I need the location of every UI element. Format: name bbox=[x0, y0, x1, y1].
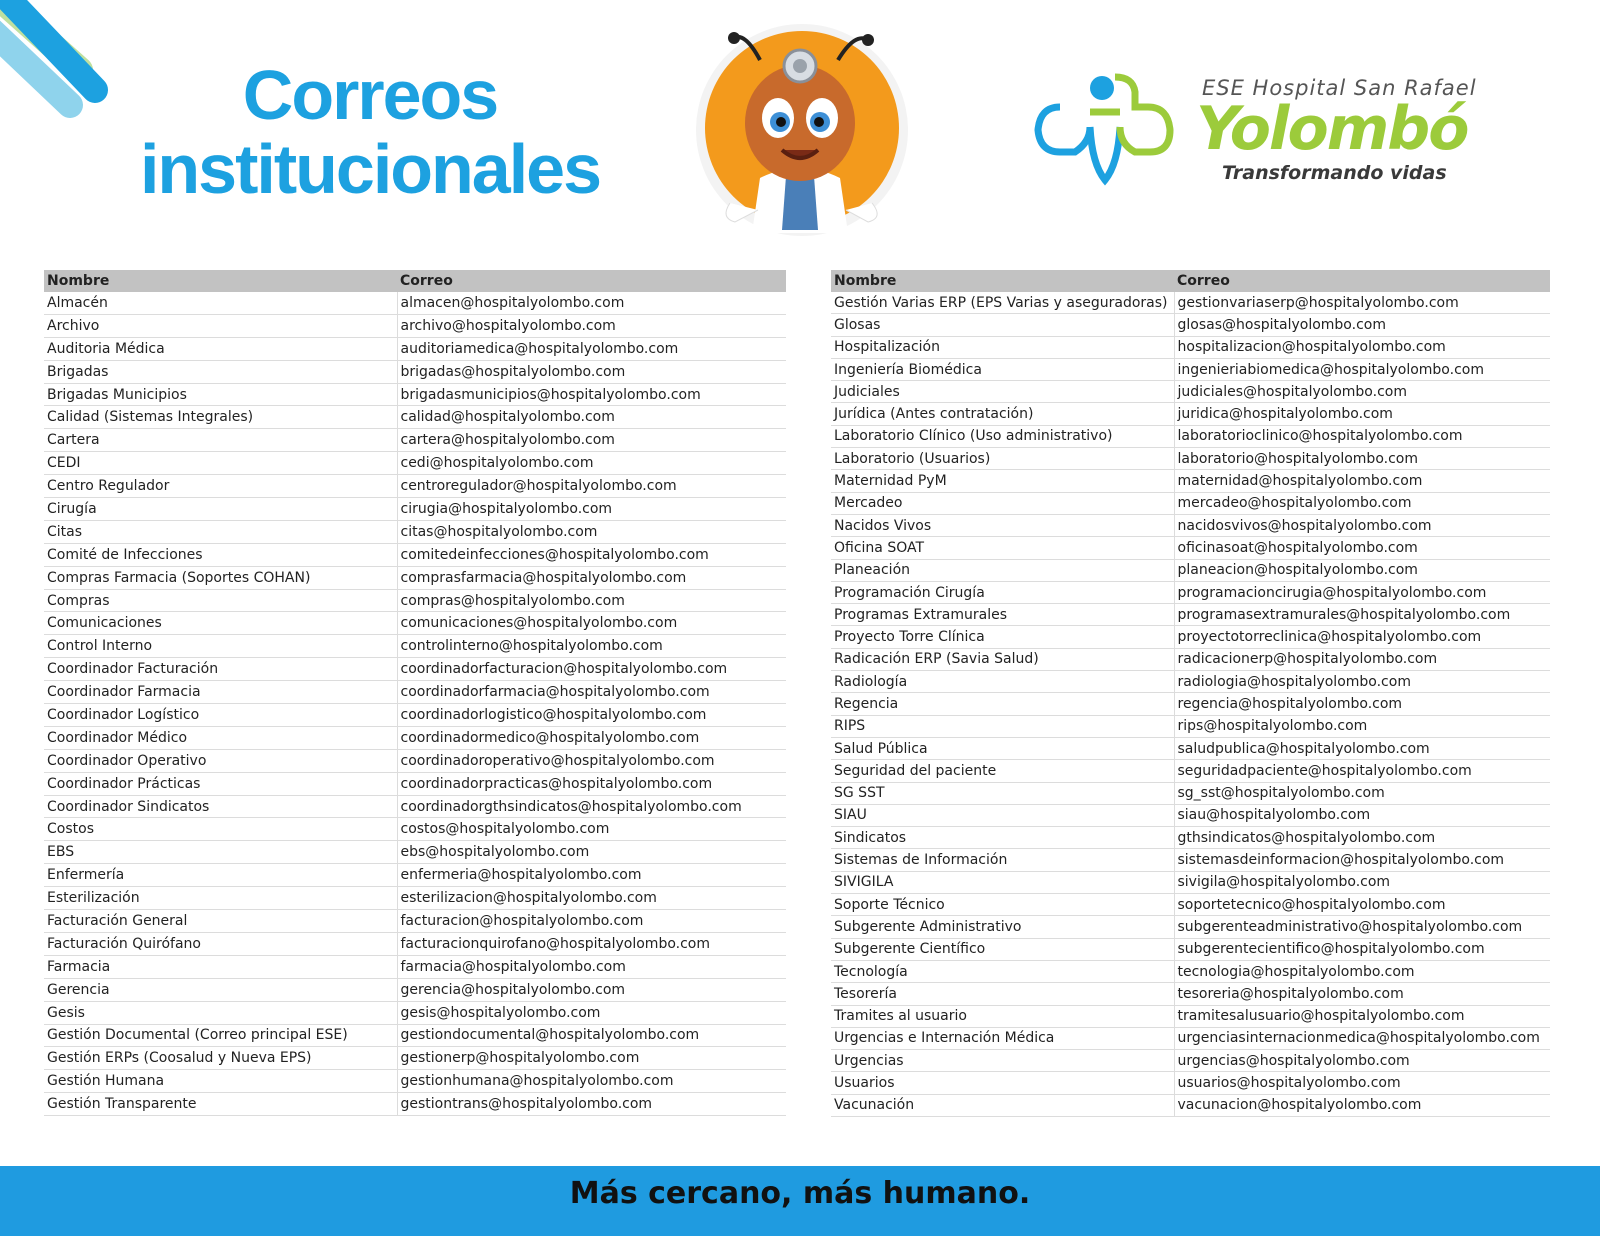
table-row bbox=[831, 336, 1550, 358]
department-email-link[interactable]: cirugia@hospitalyolombo.com bbox=[397, 498, 786, 521]
department-email-link[interactable]: subgerenteadministrativo@hospitalyolombo.com bbox=[1174, 916, 1550, 938]
department-email-link[interactable]: cedi@hospitalyolombo.com bbox=[397, 452, 786, 475]
logo-tagline: Transformando vidas bbox=[1222, 162, 1447, 184]
department-email-link[interactable]: brigadas@hospitalyolombo.com bbox=[397, 360, 786, 383]
department-email-link[interactable]: planeacion@hospitalyolombo.com bbox=[1174, 559, 1550, 581]
department-name: Comité de Infecciones bbox=[44, 543, 397, 566]
table-header-row bbox=[831, 270, 1550, 292]
logo-name: Yolombó bbox=[1196, 94, 1468, 164]
table-row bbox=[44, 292, 786, 314]
table-row bbox=[831, 894, 1550, 916]
table-row bbox=[831, 715, 1550, 737]
department-name: Laboratorio Clínico (Uso administrativo) bbox=[831, 425, 1174, 447]
table-row bbox=[44, 726, 786, 749]
department-name: Sistemas de Información bbox=[831, 849, 1174, 871]
department-name: Gestión ERPs (Coosalud y Nueva EPS) bbox=[44, 1047, 397, 1070]
table-row bbox=[44, 337, 786, 360]
department-email-link[interactable]: almacen@hospitalyolombo.com bbox=[397, 292, 786, 314]
department-email-link[interactable]: archivo@hospitalyolombo.com bbox=[397, 314, 786, 337]
department-email-link[interactable]: facturacionquirofano@hospitalyolombo.com bbox=[397, 932, 786, 955]
column-header-email: Correo bbox=[1174, 270, 1550, 292]
department-email-link[interactable]: vacunacion@hospitalyolombo.com bbox=[1174, 1094, 1550, 1116]
department-name: Proyecto Torre Clínica bbox=[831, 626, 1174, 648]
department-email-link[interactable]: sivigila@hospitalyolombo.com bbox=[1174, 871, 1550, 893]
department-email-link[interactable]: tecnologia@hospitalyolombo.com bbox=[1174, 960, 1550, 982]
department-email-link[interactable]: seguridadpaciente@hospitalyolombo.com bbox=[1174, 760, 1550, 782]
department-email-link[interactable]: costos@hospitalyolombo.com bbox=[397, 818, 786, 841]
department-email-link[interactable]: urgencias@hospitalyolombo.com bbox=[1174, 1050, 1550, 1072]
table-row bbox=[831, 760, 1550, 782]
page-title-line1: Correos bbox=[242, 56, 498, 134]
department-email-link[interactable]: gesis@hospitalyolombo.com bbox=[397, 1001, 786, 1024]
email-table-right bbox=[831, 270, 1550, 1117]
department-email-link[interactable]: comunicaciones@hospitalyolombo.com bbox=[397, 612, 786, 635]
table-row bbox=[44, 864, 786, 887]
table-row bbox=[44, 589, 786, 612]
table-row bbox=[44, 932, 786, 955]
table-row bbox=[831, 648, 1550, 670]
table-row bbox=[831, 559, 1550, 581]
department-email-link[interactable]: gestiondocumental@hospitalyolombo.com bbox=[397, 1024, 786, 1047]
department-name: SIAU bbox=[831, 804, 1174, 826]
department-email-link[interactable]: comprasfarmacia@hospitalyolombo.com bbox=[397, 566, 786, 589]
table-row bbox=[831, 938, 1550, 960]
table-row bbox=[44, 704, 786, 727]
table-row bbox=[44, 818, 786, 841]
department-name: RIPS bbox=[831, 715, 1174, 737]
hospital-logo bbox=[1030, 70, 1480, 195]
department-name: Tecnología bbox=[831, 960, 1174, 982]
department-email-link[interactable]: tesoreria@hospitalyolombo.com bbox=[1174, 983, 1550, 1005]
department-name: Archivo bbox=[44, 314, 397, 337]
table-row bbox=[831, 960, 1550, 982]
department-name: Farmacia bbox=[44, 955, 397, 978]
department-name: Coordinador Logístico bbox=[44, 704, 397, 727]
department-name: Programas Extramurales bbox=[831, 604, 1174, 626]
table-row bbox=[44, 887, 786, 910]
department-email-link[interactable]: controlinterno@hospitalyolombo.com bbox=[397, 635, 786, 658]
table-row bbox=[44, 1024, 786, 1047]
department-name: Cirugía bbox=[44, 498, 397, 521]
table-row bbox=[831, 827, 1550, 849]
department-email-link[interactable]: gestionvariaserp@hospitalyolombo.com bbox=[1174, 292, 1550, 314]
medical-cross-person-icon bbox=[1030, 72, 1180, 192]
department-name: Urgencias bbox=[831, 1050, 1174, 1072]
doctor-ant-mascot-icon bbox=[690, 18, 920, 238]
logo-subtitle: ESE Hospital San Rafael bbox=[1202, 76, 1477, 100]
table-row bbox=[831, 1094, 1550, 1116]
department-email-link[interactable]: gestiontrans@hospitalyolombo.com bbox=[397, 1093, 786, 1116]
department-email-link[interactable]: radiologia@hospitalyolombo.com bbox=[1174, 671, 1550, 693]
department-name: Coordinador Prácticas bbox=[44, 772, 397, 795]
department-email-link[interactable]: laboratorioclinico@hospitalyolombo.com bbox=[1174, 425, 1550, 447]
department-email-link[interactable]: siau@hospitalyolombo.com bbox=[1174, 804, 1550, 826]
department-name: Planeación bbox=[831, 559, 1174, 581]
department-name: Centro Regulador bbox=[44, 475, 397, 498]
department-email-link[interactable]: coordinadormedico@hospitalyolombo.com bbox=[397, 726, 786, 749]
table-row bbox=[44, 841, 786, 864]
department-email-link[interactable]: auditoriamedica@hospitalyolombo.com bbox=[397, 337, 786, 360]
table-row bbox=[831, 358, 1550, 380]
department-email-link[interactable]: ingenieriabiomedica@hospitalyolombo.com bbox=[1174, 358, 1550, 380]
department-email-link[interactable]: comitedeinfecciones@hospitalyolombo.com bbox=[397, 543, 786, 566]
department-email-link[interactable]: sg_sst@hospitalyolombo.com bbox=[1174, 782, 1550, 804]
department-email-link[interactable]: regencia@hospitalyolombo.com bbox=[1174, 693, 1550, 715]
table-row bbox=[831, 604, 1550, 626]
department-name: Jurídica (Antes contratación) bbox=[831, 403, 1174, 425]
department-email-link[interactable]: ebs@hospitalyolombo.com bbox=[397, 841, 786, 864]
table-row bbox=[831, 1072, 1550, 1094]
department-name: Oficina SOAT bbox=[831, 537, 1174, 559]
table-row bbox=[44, 1047, 786, 1070]
department-email-link[interactable]: juridica@hospitalyolombo.com bbox=[1174, 403, 1550, 425]
department-name: Almacén bbox=[44, 292, 397, 314]
department-name: Tramites al usuario bbox=[831, 1005, 1174, 1027]
department-email-link[interactable]: subgerentecientifico@hospitalyolombo.com bbox=[1174, 938, 1550, 960]
department-name: Calidad (Sistemas Integrales) bbox=[44, 406, 397, 429]
department-name: Maternidad PyM bbox=[831, 470, 1174, 492]
department-name: Urgencias e Internación Médica bbox=[831, 1027, 1174, 1049]
department-name: Regencia bbox=[831, 693, 1174, 715]
department-name: Glosas bbox=[831, 314, 1174, 336]
table-row bbox=[44, 955, 786, 978]
table-row bbox=[831, 492, 1550, 514]
department-email-link[interactable]: citas@hospitalyolombo.com bbox=[397, 520, 786, 543]
department-email-link[interactable]: rips@hospitalyolombo.com bbox=[1174, 715, 1550, 737]
table-row bbox=[831, 693, 1550, 715]
table-row bbox=[44, 543, 786, 566]
department-name: Gestión Documental (Correo principal ESE) bbox=[44, 1024, 397, 1047]
table-row bbox=[44, 772, 786, 795]
department-name: Gestión Humana bbox=[44, 1070, 397, 1093]
table-row bbox=[44, 749, 786, 772]
department-name: Brigadas Municipios bbox=[44, 383, 397, 406]
table-row bbox=[44, 314, 786, 337]
footer-bar bbox=[0, 1166, 1600, 1236]
department-email-link[interactable]: centroregulador@hospitalyolombo.com bbox=[397, 475, 786, 498]
department-name: Citas bbox=[44, 520, 397, 543]
department-email-link[interactable]: cartera@hospitalyolombo.com bbox=[397, 429, 786, 452]
department-email-link[interactable]: saludpublica@hospitalyolombo.com bbox=[1174, 737, 1550, 759]
department-name: Ingeniería Biomédica bbox=[831, 358, 1174, 380]
department-name: Subgerente Administrativo bbox=[831, 916, 1174, 938]
department-name: Esterilización bbox=[44, 887, 397, 910]
table-row bbox=[44, 520, 786, 543]
department-name: Auditoria Médica bbox=[44, 337, 397, 360]
department-email-link[interactable]: coordinadorfarmacia@hospitalyolombo.com bbox=[397, 681, 786, 704]
table-row bbox=[831, 737, 1550, 759]
table-row bbox=[831, 804, 1550, 826]
table-row bbox=[44, 1001, 786, 1024]
department-name: Nacidos Vivos bbox=[831, 514, 1174, 536]
table-row bbox=[44, 498, 786, 521]
table-row bbox=[831, 448, 1550, 470]
department-name: Soporte Técnico bbox=[831, 894, 1174, 916]
department-name: Coordinador Operativo bbox=[44, 749, 397, 772]
department-name: Coordinador Sindicatos bbox=[44, 795, 397, 818]
department-name: Gestión Varias ERP (EPS Varias y aseguradoras) bbox=[831, 292, 1174, 314]
table-row bbox=[831, 1005, 1550, 1027]
department-name: Vacunación bbox=[831, 1094, 1174, 1116]
department-name: CEDI bbox=[44, 452, 397, 475]
department-name: Coordinador Farmacia bbox=[44, 681, 397, 704]
department-email-link[interactable]: programasextramurales@hospitalyolombo.com bbox=[1174, 604, 1550, 626]
table-row bbox=[44, 681, 786, 704]
department-email-link[interactable]: coordinadorlogistico@hospitalyolombo.com bbox=[397, 704, 786, 727]
department-email-link[interactable]: coordinadorgthsindicatos@hospitalyolombo.com bbox=[397, 795, 786, 818]
table-row bbox=[831, 849, 1550, 871]
page-title-line2: institucionales bbox=[139, 130, 601, 208]
table-row bbox=[831, 983, 1550, 1005]
department-email-link[interactable]: enfermeria@hospitalyolombo.com bbox=[397, 864, 786, 887]
table-row bbox=[44, 978, 786, 1001]
table-row bbox=[831, 1050, 1550, 1072]
table-row bbox=[44, 406, 786, 429]
department-email-link[interactable]: gestionerp@hospitalyolombo.com bbox=[397, 1047, 786, 1070]
department-name: Programación Cirugía bbox=[831, 581, 1174, 603]
table-row bbox=[44, 795, 786, 818]
department-email-link[interactable]: mercadeo@hospitalyolombo.com bbox=[1174, 492, 1550, 514]
department-email-link[interactable]: coordinadorpracticas@hospitalyolombo.com bbox=[397, 772, 786, 795]
department-name: Radicación ERP (Savia Salud) bbox=[831, 648, 1174, 670]
table-row bbox=[831, 1027, 1550, 1049]
department-email-link[interactable]: brigadasmunicipios@hospitalyolombo.com bbox=[397, 383, 786, 406]
department-email-link[interactable]: maternidad@hospitalyolombo.com bbox=[1174, 470, 1550, 492]
table-row bbox=[44, 910, 786, 933]
column-header-name: Nombre bbox=[44, 270, 397, 292]
table-row bbox=[44, 360, 786, 383]
department-email-link[interactable]: glosas@hospitalyolombo.com bbox=[1174, 314, 1550, 336]
department-email-link[interactable]: coordinadorfacturacion@hospitalyolombo.com bbox=[397, 658, 786, 681]
department-email-link[interactable]: radicacionerp@hospitalyolombo.com bbox=[1174, 648, 1550, 670]
department-name: Hospitalización bbox=[831, 336, 1174, 358]
column-header-name: Nombre bbox=[831, 270, 1174, 292]
department-name: Enfermería bbox=[44, 864, 397, 887]
table-row bbox=[831, 537, 1550, 559]
department-name: Salud Pública bbox=[831, 737, 1174, 759]
table-row bbox=[831, 514, 1550, 536]
table-row bbox=[44, 1070, 786, 1093]
page-title bbox=[100, 58, 640, 206]
department-email-link[interactable]: coordinadoroperativo@hospitalyolombo.com bbox=[397, 749, 786, 772]
table-row bbox=[831, 671, 1550, 693]
table-row bbox=[831, 403, 1550, 425]
department-name: Gestión Transparente bbox=[44, 1093, 397, 1116]
department-name: Compras Farmacia (Soportes COHAN) bbox=[44, 566, 397, 589]
table-row bbox=[831, 581, 1550, 603]
department-name: Seguridad del paciente bbox=[831, 760, 1174, 782]
table-row bbox=[44, 635, 786, 658]
table-row bbox=[44, 612, 786, 635]
department-email-link[interactable]: laboratorio@hospitalyolombo.com bbox=[1174, 448, 1550, 470]
footer-slogan: Más cercano, más humano. bbox=[569, 1176, 1031, 1211]
department-email-link[interactable]: tramitesalusuario@hospitalyolombo.com bbox=[1174, 1005, 1550, 1027]
department-email-link[interactable]: usuarios@hospitalyolombo.com bbox=[1174, 1072, 1550, 1094]
table-row bbox=[831, 292, 1550, 314]
department-email-link[interactable]: oficinasoat@hospitalyolombo.com bbox=[1174, 537, 1550, 559]
department-name: Cartera bbox=[44, 429, 397, 452]
table-row bbox=[44, 658, 786, 681]
table-row bbox=[831, 916, 1550, 938]
department-name: SG SST bbox=[831, 782, 1174, 804]
department-email-link[interactable]: sistemasdeinformacion@hospitalyolombo.com bbox=[1174, 849, 1550, 871]
department-name: Costos bbox=[44, 818, 397, 841]
table-row bbox=[831, 782, 1550, 804]
column-header-email: Correo bbox=[397, 270, 786, 292]
department-name: Judiciales bbox=[831, 381, 1174, 403]
department-email-link[interactable]: farmacia@hospitalyolombo.com bbox=[397, 955, 786, 978]
table-row bbox=[831, 626, 1550, 648]
table-row bbox=[44, 452, 786, 475]
department-name: Mercadeo bbox=[831, 492, 1174, 514]
department-name: Coordinador Médico bbox=[44, 726, 397, 749]
department-name: Tesorería bbox=[831, 983, 1174, 1005]
department-name: Coordinador Facturación bbox=[44, 658, 397, 681]
department-name: Radiología bbox=[831, 671, 1174, 693]
department-email-link[interactable]: compras@hospitalyolombo.com bbox=[397, 589, 786, 612]
department-email-link[interactable]: gthsindicatos@hospitalyolombo.com bbox=[1174, 827, 1550, 849]
department-email-link[interactable]: proyectotorreclinica@hospitalyolombo.com bbox=[1174, 626, 1550, 648]
table-row bbox=[44, 383, 786, 406]
table-row bbox=[44, 566, 786, 589]
department-name: Brigadas bbox=[44, 360, 397, 383]
department-name: Facturación General bbox=[44, 910, 397, 933]
table-row bbox=[44, 1093, 786, 1116]
department-email-link[interactable]: judiciales@hospitalyolombo.com bbox=[1174, 381, 1550, 403]
department-name: Usuarios bbox=[831, 1072, 1174, 1094]
department-email-link[interactable]: gestionhumana@hospitalyolombo.com bbox=[397, 1070, 786, 1093]
department-name: Facturación Quirófano bbox=[44, 932, 397, 955]
department-name: SIVIGILA bbox=[831, 871, 1174, 893]
table-row bbox=[831, 314, 1550, 336]
department-name: Comunicaciones bbox=[44, 612, 397, 635]
department-email-link[interactable]: hospitalizacion@hospitalyolombo.com bbox=[1174, 336, 1550, 358]
table-row bbox=[831, 381, 1550, 403]
department-name: Gerencia bbox=[44, 978, 397, 1001]
department-email-link[interactable]: soportetecnico@hospitalyolombo.com bbox=[1174, 894, 1550, 916]
department-email-link[interactable]: esterilizacion@hospitalyolombo.com bbox=[397, 887, 786, 910]
department-name: EBS bbox=[44, 841, 397, 864]
department-email-link[interactable]: facturacion@hospitalyolombo.com bbox=[397, 910, 786, 933]
table-row bbox=[831, 470, 1550, 492]
table-row bbox=[44, 475, 786, 498]
table-row bbox=[44, 429, 786, 452]
department-email-link[interactable]: nacidosvivos@hospitalyolombo.com bbox=[1174, 514, 1550, 536]
department-name: Subgerente Científico bbox=[831, 938, 1174, 960]
department-name: Control Interno bbox=[44, 635, 397, 658]
department-name: Laboratorio (Usuarios) bbox=[831, 448, 1174, 470]
table-header-row bbox=[44, 270, 786, 292]
table-row bbox=[831, 425, 1550, 447]
department-name: Compras bbox=[44, 589, 397, 612]
department-name: Sindicatos bbox=[831, 827, 1174, 849]
department-email-link[interactable]: calidad@hospitalyolombo.com bbox=[397, 406, 786, 429]
department-email-link[interactable]: programacioncirugia@hospitalyolombo.com bbox=[1174, 581, 1550, 603]
department-name: Gesis bbox=[44, 1001, 397, 1024]
email-table-left bbox=[44, 270, 786, 1116]
department-email-link[interactable]: gerencia@hospitalyolombo.com bbox=[397, 978, 786, 1001]
table-row bbox=[831, 871, 1550, 893]
department-email-link[interactable]: urgenciasinternacionmedica@hospitalyolombo.com bbox=[1174, 1027, 1550, 1049]
